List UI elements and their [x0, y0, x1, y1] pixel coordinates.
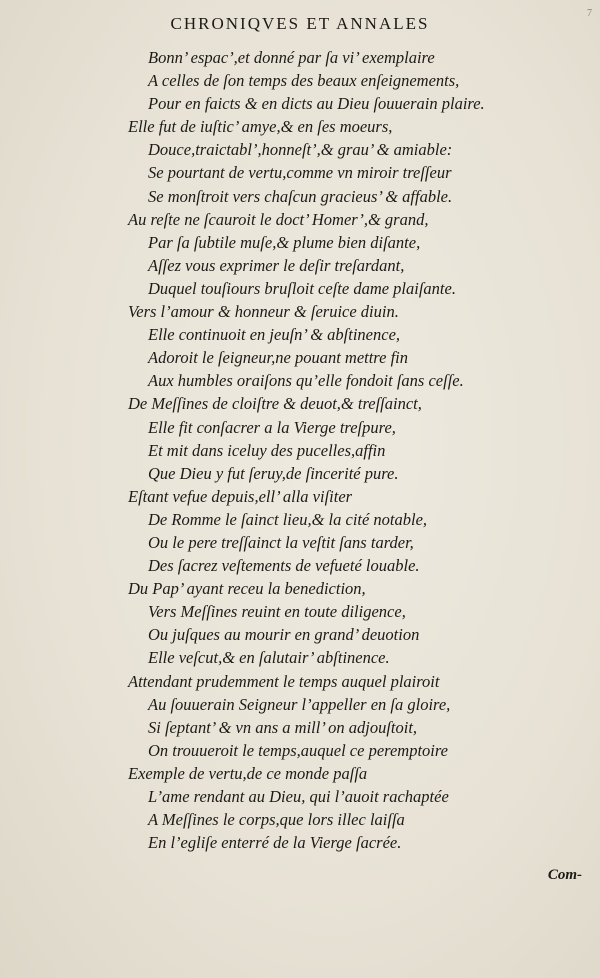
poem-line: Par ſa ſubtile muſe,& plume bien diſante, [148, 232, 421, 252]
poem-line: Ou le pere treſſainct la veſtit ſans tarder, [148, 532, 414, 552]
folio-number: 7 [587, 8, 592, 19]
poem-line: Attendant prudemment le temps auquel plairoit [128, 671, 440, 691]
poem-line: Douce,traictabl’,honneſt’,& grau’ & amiable: [148, 140, 453, 160]
poem-line: Se pourtant de vertu,comme vn miroir treſſeur [148, 163, 452, 183]
poem-body [128, 46, 588, 854]
poem-line: Elle veſcut,& en ſalutair’ abſtinence. [148, 648, 390, 668]
poem-line: De Romme le ſainct lieu,& la cité notable, [148, 509, 428, 529]
poem-line: Duquel touſiours bruſloit ceſte dame plaiſante. [148, 278, 456, 298]
poem-line: A celles de ſon temps des beaux enſeignements, [148, 71, 460, 91]
poem-line: Au ſouuerain Seigneur l’appeller en ſa gloire, [148, 694, 451, 714]
poem-line: Elle fut de iuſtic’ amye,& en ſes moeurs, [128, 117, 393, 137]
poem-line: Pour en faicts & en dicts au Dieu ſouuerain plaire. [148, 94, 485, 114]
poem-line: Au reſte ne ſcauroit le doct’ Homer’,& grand, [128, 209, 429, 229]
poem-line: Du Pap’ ayant receu la benediction, [128, 579, 366, 599]
poem-line: Aux humbles oraiſons qu’elle fondoit ſans ceſſe. [148, 371, 464, 391]
catchword: Com- [547, 867, 582, 883]
poem-line: Vers Meſſines reuint en toute diligence, [148, 602, 406, 622]
running-head: CHRONIQVES ET ANNALES [170, 14, 430, 33]
poem-line: Exemple de vertu,de ce monde paſſa [128, 763, 368, 783]
poem-line: De Meſſines de cloiſtre & deuot,& treſſainct, [128, 394, 422, 414]
poem-line: A Meſſines le corps,que lors illec laiſſa [148, 810, 405, 830]
poem-line: Eſtant vefue depuis,ell’ alla viſiter [128, 486, 353, 506]
poem-line: Des ſacrez veſtements de vefueté louable. [148, 556, 420, 576]
poem-line: Bonn’ espac’,et donné par ſa vi’ exemplaire [148, 48, 435, 67]
poem-line: Elle continuoit en jeuſn’ & abſtinence, [148, 325, 401, 345]
poem-line: L’ame rendant au Dieu, qui l’auoit rachaptée [148, 787, 449, 806]
poem-line: Se monſtroit vers chaſcun gracieus’ & affable. [148, 186, 453, 206]
poem-line: Elle fit conſacrer a la Vierge treſpure, [148, 417, 396, 437]
poem-line: Si ſeptant’ & vn ans a mill’ on adjouſtoit, [148, 717, 418, 737]
poem-line: Aſſez vous exprimer le deſir treſardant, [148, 255, 405, 275]
poem-line: Vers l’amour & honneur & ſeruice diuin. [128, 302, 399, 322]
poem-line: Que Dieu y fut ſeruy,de ſincerité pure. [148, 463, 399, 483]
poem-line: Et mit dans iceluy des pucelles,affin [148, 440, 386, 460]
poem-line: En l’egliſe enterré de la Vierge ſacrée. [148, 833, 402, 853]
poem-line: Adoroit le ſeigneur,ne pouant mettre fin [148, 348, 408, 368]
poem-line: Ou juſques au mourir en grand’ deuotion [148, 625, 420, 645]
show-through-bleed [150, 905, 550, 955]
poem-line: On trouueroit le temps,auquel ce peremptoire [148, 740, 448, 760]
